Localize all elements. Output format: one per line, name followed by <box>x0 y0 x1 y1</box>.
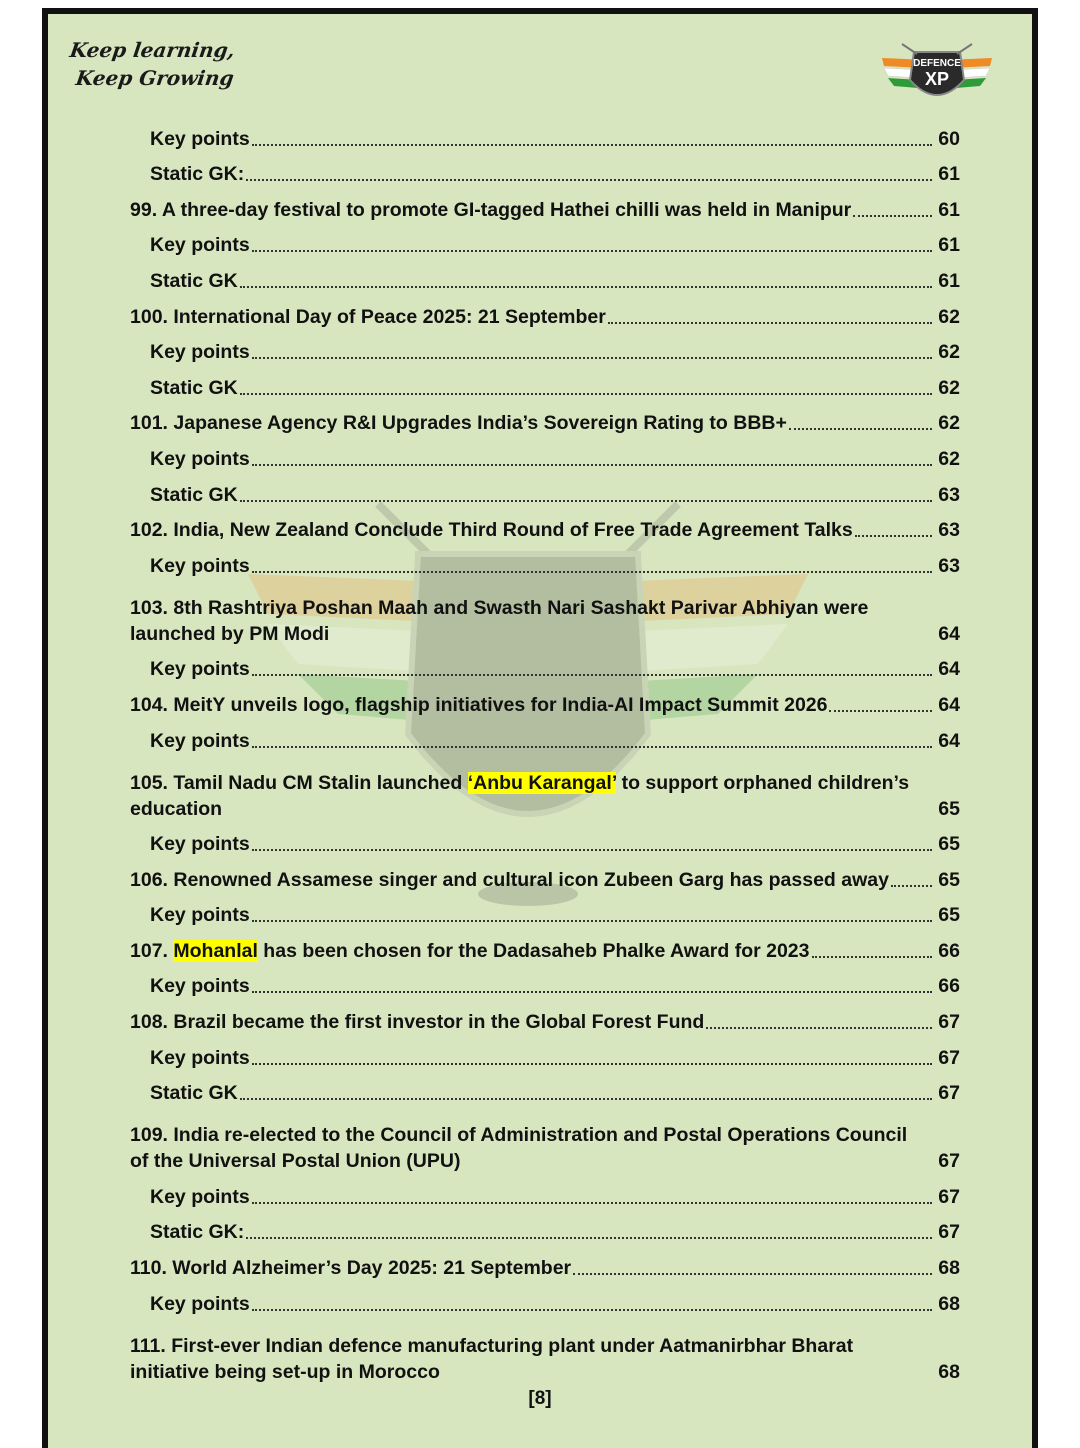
toc-entry[interactable] <box>130 1245 960 1281</box>
toc-title-text: Static GK <box>150 483 238 506</box>
dot-leader <box>252 464 932 466</box>
toc-entry[interactable] <box>130 928 960 964</box>
toc-entry-title <box>130 232 250 258</box>
toc-entry-title <box>130 197 851 223</box>
toc-entry-title <box>130 831 250 857</box>
toc-page-number: 67 <box>938 1046 960 1069</box>
dot-leader <box>829 710 932 712</box>
toc-page-number: 68 <box>938 1257 960 1280</box>
toc-subentry[interactable] <box>130 1281 960 1317</box>
tagline <box>64 36 240 92</box>
toc-subentry[interactable] <box>130 330 960 366</box>
dot-leader <box>252 357 932 359</box>
toc-entry-title <box>130 161 244 187</box>
toc-entry-title <box>130 1045 250 1071</box>
toc-title-text: Japanese Agency R&I Upgrades India’s Sovereign Rating to BBB+ <box>173 412 787 435</box>
toc-entry-title <box>130 902 250 928</box>
toc-page-number: 66 <box>938 975 960 998</box>
toc-entry[interactable] <box>130 857 960 893</box>
table-of-contents <box>130 116 960 1385</box>
toc-subentry[interactable] <box>130 1210 960 1246</box>
toc-title-text: World Alzheimer’s Day 2025: 21 September <box>172 1257 572 1280</box>
dot-leader <box>240 500 932 502</box>
toc-entry-title <box>130 595 930 647</box>
dot-leader <box>252 571 932 573</box>
toc-entry[interactable] <box>130 999 960 1035</box>
toc-subentry[interactable] <box>130 223 960 259</box>
toc-entry-number: 111. <box>130 1334 172 1357</box>
toc-subentry[interactable] <box>130 152 960 188</box>
toc-entry-title <box>130 375 238 401</box>
toc-entry-title <box>130 1219 244 1245</box>
toc-entry[interactable] <box>130 187 960 223</box>
highlighted-text: ‘Anbu Karangal’ <box>467 771 617 794</box>
toc-page-number: 63 <box>938 519 960 542</box>
toc-entry-title <box>130 1333 930 1385</box>
toc-entry-number: 108. <box>130 1011 174 1034</box>
dot-leader <box>252 991 932 993</box>
toc-entry-number: 101. <box>130 412 174 435</box>
dot-leader <box>252 849 932 851</box>
toc-page-number: 67 <box>938 1011 960 1034</box>
toc-page-number: 64 <box>938 658 960 681</box>
toc-title-text: Key points <box>150 904 250 927</box>
toc-title-text: Key points <box>150 975 250 998</box>
toc-title-text: Key points <box>150 341 250 364</box>
defence-xp-logo <box>872 40 1002 110</box>
toc-page-number: 65 <box>938 904 960 927</box>
dot-leader <box>252 1309 932 1311</box>
toc-page-number: 65 <box>938 833 960 856</box>
dot-leader <box>252 1202 932 1204</box>
toc-entry-title <box>130 770 930 822</box>
toc-title-text: 8th Rashtriya Poshan Maah and Swasth Nari Sashakt Parivar Abhiyan were launched by PM Modi <box>130 596 869 645</box>
toc-page-number: 65 <box>938 797 960 820</box>
toc-subentry[interactable] <box>130 718 960 754</box>
toc-page-number: 62 <box>938 412 960 435</box>
toc-entry-title <box>130 867 889 893</box>
toc-title-text: Brazil became the first investor in the Global Forest Fund <box>173 1011 705 1034</box>
toc-title-text: Key points <box>150 833 250 856</box>
toc-title-text: First-ever Indian defence manufacturing plant under Aatmanirbhar Bharat initiative being set-up in Morocco <box>130 1334 854 1383</box>
toc-subentry[interactable] <box>130 365 960 401</box>
toc-page-number: 67 <box>938 1150 960 1173</box>
dot-leader <box>573 1273 932 1275</box>
toc-entry-title <box>130 1122 930 1174</box>
toc-entry-title <box>130 517 853 543</box>
logo-text-defence: DEFENCE <box>913 58 961 69</box>
toc-title-text: to support orphaned children’s education <box>130 771 910 820</box>
toc-entry-title <box>130 553 250 579</box>
toc-title-text: Static GK: <box>150 163 245 186</box>
toc-title-text: Static GK: <box>150 1221 245 1244</box>
toc-page-number: 62 <box>938 341 960 364</box>
toc-title-text: Key points <box>150 729 250 752</box>
toc-entry-number: 106. <box>130 868 174 891</box>
document-page <box>42 8 1038 1448</box>
dot-leader <box>240 286 932 288</box>
toc-subentry[interactable] <box>130 1174 960 1210</box>
toc-entry-title <box>130 938 810 964</box>
toc-entry[interactable] <box>130 579 960 647</box>
dot-leader <box>252 144 932 146</box>
dot-leader <box>240 1098 932 1100</box>
toc-title-text: Key points <box>150 554 250 577</box>
toc-entry[interactable] <box>130 294 960 330</box>
toc-subentry[interactable] <box>130 1035 960 1071</box>
toc-subentry[interactable] <box>130 1071 960 1107</box>
toc-page-number: 61 <box>938 269 960 292</box>
tagline-line-1: Keep learning, <box>68 38 237 62</box>
dot-leader <box>240 393 932 395</box>
toc-entry-title <box>130 973 250 999</box>
toc-page-number: 61 <box>938 163 960 186</box>
toc-title-text: Key points <box>150 234 250 257</box>
toc-entry-title <box>130 1291 250 1317</box>
toc-title-text: Key points <box>150 1292 250 1315</box>
page-number: [8] <box>528 1388 552 1409</box>
toc-entry[interactable] <box>130 682 960 718</box>
toc-title-text: Renowned Assamese singer and cultural icon Zubeen Garg has passed away <box>173 868 889 891</box>
toc-page-number: 68 <box>938 1292 960 1315</box>
dot-leader <box>252 674 932 676</box>
toc-entry-title <box>130 1009 704 1035</box>
toc-subentry[interactable] <box>130 647 960 683</box>
dot-leader <box>891 885 932 887</box>
toc-title-text: Key points <box>150 127 250 150</box>
toc-page-number: 67 <box>938 1082 960 1105</box>
logo-text-xp: XP <box>924 69 950 89</box>
toc-title-text: Key points <box>150 1046 250 1069</box>
toc-page-number: 64 <box>938 693 960 716</box>
dot-leader <box>252 920 932 922</box>
toc-entry-title <box>130 1184 250 1210</box>
dot-leader <box>252 746 932 748</box>
toc-title-text: Key points <box>150 1185 250 1208</box>
toc-page-number: 65 <box>938 868 960 891</box>
toc-entry[interactable] <box>130 754 960 822</box>
toc-page-number: 64 <box>938 729 960 752</box>
toc-title-text: has been chosen for the Dadasaheb Phalke Award for 2023 <box>257 939 810 962</box>
toc-entry-number: 107. <box>130 939 174 962</box>
toc-entry-title <box>130 1080 238 1106</box>
toc-subentry[interactable] <box>130 964 960 1000</box>
toc-entry-number: 110. <box>130 1257 173 1280</box>
toc-subentry[interactable] <box>130 472 960 508</box>
toc-entry-number: 103. <box>130 596 174 619</box>
toc-page-number: 67 <box>938 1185 960 1208</box>
toc-page-number: 60 <box>938 127 960 150</box>
dot-leader <box>853 215 932 217</box>
toc-page-number: 61 <box>938 234 960 257</box>
toc-title-text: India, New Zealand Conclude Third Round of Free Trade Agreement Talks <box>173 519 853 542</box>
highlighted-text: Mohanlal <box>173 939 258 962</box>
toc-page-number: 62 <box>938 447 960 470</box>
toc-page-number: 64 <box>938 622 960 645</box>
dot-leader <box>789 428 932 430</box>
toc-title-text: A three-day festival to promote GI-tagged Hathei chilli was held in Manipur <box>161 198 852 221</box>
toc-entry-title <box>130 304 606 330</box>
toc-title-text: Static GK <box>150 376 238 399</box>
dot-leader <box>608 322 932 324</box>
dot-leader <box>855 535 932 537</box>
toc-entry-number: 109. <box>130 1124 174 1147</box>
toc-page-number: 62 <box>938 376 960 399</box>
toc-page-number: 67 <box>938 1221 960 1244</box>
toc-entry-title <box>130 126 250 152</box>
toc-page-number: 63 <box>938 483 960 506</box>
toc-page-number: 63 <box>938 554 960 577</box>
toc-entry-title <box>130 482 238 508</box>
dot-leader <box>252 250 932 252</box>
dot-leader <box>246 179 932 181</box>
toc-subentry[interactable] <box>130 822 960 858</box>
toc-subentry[interactable] <box>130 116 960 152</box>
toc-title-text: Key points <box>150 447 250 470</box>
toc-entry-title <box>130 1255 571 1281</box>
toc-entry-number: 99. <box>130 198 162 221</box>
toc-title-text: MeitY unveils logo, flagship initiatives for India-AI Impact Summit 2026 <box>173 693 828 716</box>
toc-title-text: India re-elected to the Council of Administration and Postal Operations Council of the Universal Postal Union (UPU) <box>130 1124 908 1173</box>
toc-entry-title <box>130 268 238 294</box>
dot-leader <box>706 1027 932 1029</box>
toc-entry-title <box>130 339 250 365</box>
toc-title-text: Static GK <box>150 269 238 292</box>
toc-subentry[interactable] <box>130 893 960 929</box>
toc-subentry[interactable] <box>130 258 960 294</box>
toc-entry-number: 105. <box>130 771 174 794</box>
toc-entry-number: 100. <box>130 305 174 328</box>
toc-title-text: International Day of Peace 2025: 21 September <box>173 305 606 328</box>
toc-entry-number: 104. <box>130 693 174 716</box>
dot-leader <box>812 956 933 958</box>
toc-title-text: Tamil Nadu CM Stalin launched <box>173 771 468 794</box>
toc-entry-title <box>130 446 250 472</box>
toc-page-number: 66 <box>938 939 960 962</box>
toc-entry-title <box>130 692 827 718</box>
toc-page-number: 62 <box>938 305 960 328</box>
toc-entry-number: 102. <box>130 519 174 542</box>
toc-subentry[interactable] <box>130 543 960 579</box>
toc-entry[interactable] <box>130 1106 960 1174</box>
toc-entry[interactable] <box>130 1317 960 1385</box>
toc-page-number: 61 <box>938 198 960 221</box>
toc-title-text: Static GK <box>150 1082 238 1105</box>
toc-title-text: Key points <box>150 658 250 681</box>
tagline-line-2: Keep Growing <box>74 66 236 90</box>
toc-entry[interactable] <box>130 401 960 437</box>
toc-entry[interactable] <box>130 508 960 544</box>
toc-subentry[interactable] <box>130 436 960 472</box>
toc-entry-title <box>130 656 250 682</box>
dot-leader <box>246 1237 932 1239</box>
dot-leader <box>252 1063 932 1065</box>
toc-entry-title <box>130 410 787 436</box>
toc-page-number: 68 <box>938 1360 960 1383</box>
toc-entry-title <box>130 728 250 754</box>
